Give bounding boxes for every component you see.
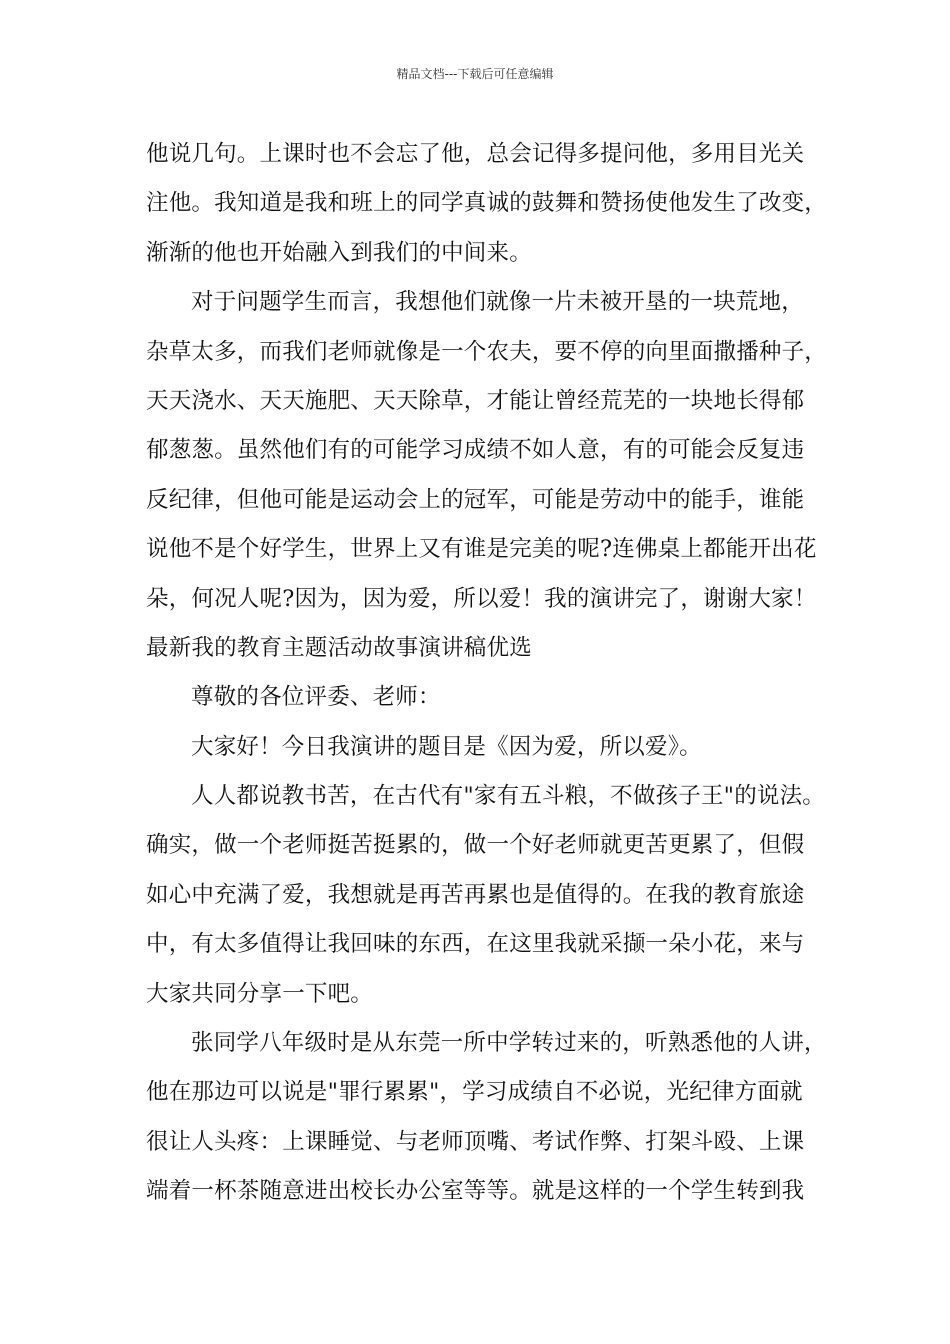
text-line: 天天浇水、天天施肥、天天除草，才能让曾经荒芜的一块地长得郁 — [146, 387, 805, 414]
text-line: 大家共同分享一下吧。 — [146, 980, 374, 1007]
text-line: 确实，做一个老师挺苦挺累的，做一个好老师就更苦更累了，但假 — [146, 832, 805, 859]
text-line: 反纪律，但他可能是运动会上的冠军，可能是劳动中的能手，谁能 — [146, 486, 805, 513]
salutation-line: 尊敬的各位评委、老师： — [191, 684, 441, 711]
text-line: 端着一杯茶随意进出校长办公室等等。就是这样的一个学生转到我 — [146, 1178, 805, 1205]
text-line: 他说几句。上课时也不会忘了他，总会记得多提问他，多用目光关 — [146, 141, 805, 167]
text-line: 中，有太多值得让我回味的东西，在这里我就采撷一朵小花，来与 — [146, 931, 805, 958]
text-line: 朵，何况人呢?因为，因为爱，所以爱！我的演讲完了，谢谢大家！ — [146, 585, 817, 612]
document-body — [146, 130, 828, 1217]
paragraph-start-line: 对于问题学生而言，我想他们就像一片未被开垦的一块荒地， — [191, 289, 804, 316]
section-title: 最新我的教育主题活动故事演讲稿优选 — [146, 634, 532, 661]
text-line: 郁葱葱。虽然他们有的可能学习成绩不如人意，有的可能会反复违 — [146, 437, 805, 464]
text-line: 说他不是个好学生，世界上又有谁是完美的呢?连佛桌上都能开出花 — [146, 536, 817, 563]
page-header: 精品文档---下载后可任意编辑 — [396, 67, 554, 81]
text-line: 杂草太多，而我们老师就像是一个农夫，要不停的向里面撒播种子， — [146, 338, 828, 365]
text-line: 很让人头疼：上课睡觉、与老师顶嘴、考试作弊、打架斗殴、上课 — [146, 1128, 805, 1155]
text-line: 如心中充满了爱，我想就是再苦再累也是值得的。在我的教育旅途 — [146, 881, 805, 908]
text-line: 注他。我知道是我和班上的同学真诚的鼓舞和赞扬使他发生了改变， — [146, 190, 828, 217]
paragraph-start-line: 人人都说教书苦，在古代有"家有五斗粮，不做孩子王"的说法。 — [191, 783, 825, 810]
text-line: 他在那边可以说是"罪行累累"，学习成绩自不必说，光纪律方面就 — [146, 1079, 803, 1106]
greeting-line: 大家好！今日我演讲的题目是《因为爱，所以爱》。 — [191, 733, 702, 760]
paragraph-start-line: 张同学八年级时是从东莞一所中学转过来的，听熟悉他的人讲， — [191, 1030, 827, 1057]
text-line: 渐渐的他也开始融入到我们的中间来。 — [146, 239, 532, 266]
